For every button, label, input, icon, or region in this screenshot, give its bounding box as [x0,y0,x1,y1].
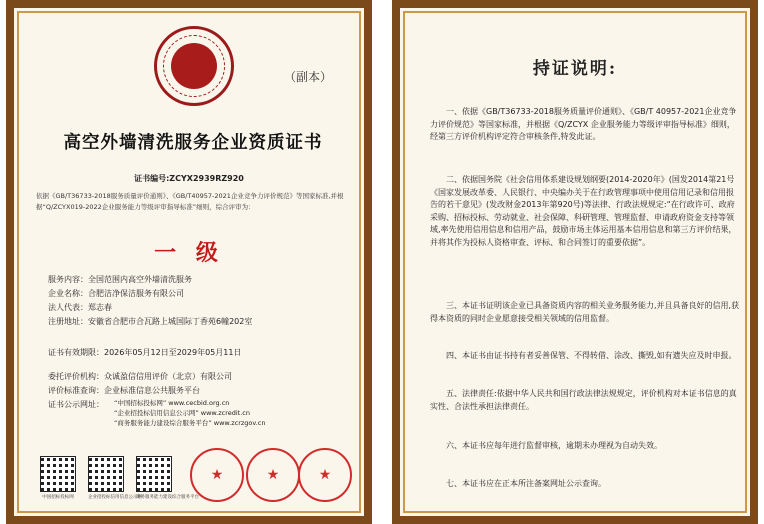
qr-code-icon [136,456,172,492]
qr-code-group [40,456,199,500]
company-name: 企业名称：合肥洁净保洁服务有限公司 [48,289,184,298]
certificate-number: 证书编号:ZCYX2939RZ920 [134,174,244,183]
instruction-paragraph: 三、本证书证明该企业已具备资质内容的相关业务服务能力,并且具备良好的信用,获得本资质的同时企业愿意接受相关领域的信用监督。 [430,301,740,323]
certificate-back [392,0,758,524]
instruction-paragraph: 七、本证书应在正本所注备案网址公示查询。 [446,479,606,488]
qr-code [40,456,76,500]
qr-code [88,456,142,500]
qr-caption: 商务服务能力建设综合服务平台 [136,495,199,500]
website-2: “企业招投标信用信息公示网” www.zcredit.cn [114,409,250,417]
registered-address: 注册地址：安徽省合肥市合瓦路上城国际丁香苑6幢202室 [48,317,253,326]
instruction-paragraph: 二、依据国务院《社会信用体系建设规划纲要(2014-2020年》(国发2014第21号《国家发展改革委、人民银行、中央编办关于在行政管理事项中使用信用记录和信用报告的若干意见》(发改财金2013年第920号)等法律、行政法规规定:“在行政许可、政府采购、招标投标、劳动就业、社会保障、科研管理、管理监督、申请政府资金支持等领域,率先使用信用信息和信用产品，鼓励市场主体运用基本信用信息和第三方评价结果，并将其作为投标人资格审查、评标、和合同签订的重要依据”。 [430,175,737,247]
website-1: “中国招标投标网” www.cecbid.org.cn [114,399,230,407]
red-stamp-icon: ★ [298,448,352,502]
evaluation-basis: 依据《GB/T36733-2018服务质量评价通则》、《GB/T40957-2021企业竞争力评价规范》等国家标准,并根据“Q/ZCYX019-2022企业服务能力等级评审指导标准”细则，综合评审为： [36,192,344,211]
red-stamp-icon: ★ [246,448,300,502]
legal-representative: 法人代表：郑志春 [48,303,112,312]
standard-query: 评价标准查询：企业标准信息公共服务平台 [48,386,200,395]
qr-code-icon [40,456,76,492]
certificate-title: 高空外墙清洗服务企业资质证书 [63,133,323,153]
website-3: “商务服务能力建设综合服务平台” www.zcrzgov.cn [114,419,266,427]
instruction-paragraph: 一、依据《GB/T36733-2018服务质量评价通则》、《GB/T 40957-2021企业竞争力评价规范》等国家标准，并根据《Q/ZCYX 企业服务能力等级评审指导标准》细则，经第三方评价机构评定符合审核条件,特发此证。 [430,107,737,141]
instructions-title: 持证说明: [532,59,618,79]
emblem-seal-icon [154,26,234,106]
copy-label: （副本） [284,70,333,84]
service-scope: 服务内容：全国范围内高空外墙清洗服务 [48,275,192,284]
red-stamp-icon: ★ [190,448,244,502]
websites-label: 证书公示网址： [48,400,104,409]
qr-code-icon [88,456,124,492]
validity-period: 证书有效期限：2026年05月12日至2029年05月11日 [48,348,242,357]
instruction-paragraph: 四、本证书由证书持有者妥善保管、不得转借、涂改、撕毁,如有遗失应及时申报。 [446,351,737,360]
instruction-paragraph: 五、法律责任:依据中华人民共和国行政法律法规规定，评价机构对本证书信息的真实性、合法性承担法律责任。 [430,389,737,411]
qr-code [136,456,199,500]
evaluation-agency: 委托评价机构：众诚盈信信用评价（北京）有限公司 [48,372,232,381]
qr-caption: 中国招标投标网 [42,495,74,500]
grade-level: 一 级 [154,241,224,266]
certificate-front [6,0,372,524]
instruction-paragraph: 六、本证书应每年进行监督审核，逾期未办理视为自动失效。 [446,441,662,450]
qr-caption: 企业招投标信用信息公示网 [88,495,142,500]
